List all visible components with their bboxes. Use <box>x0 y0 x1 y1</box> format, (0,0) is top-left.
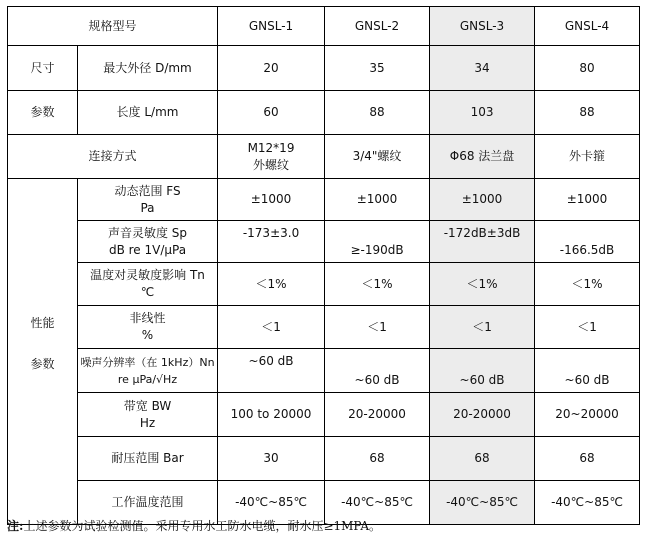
cell-value: ~60 dB <box>218 349 325 393</box>
header-label: 规格型号 <box>8 7 218 46</box>
cell-value: ±1000 <box>535 179 640 221</box>
cell-value: 103 <box>430 91 535 135</box>
cell-value: ±1000 <box>218 179 325 221</box>
cell-value: ±1000 <box>430 179 535 221</box>
model-gnsl-3: GNSL-3 <box>430 7 535 46</box>
group-label-performance <box>8 179 78 525</box>
cell-value: 68 <box>430 437 535 481</box>
cell-value: ~60 dB <box>535 349 640 393</box>
cell-value: -40℃~85℃ <box>218 481 325 525</box>
cell-value: 35 <box>325 46 430 91</box>
table-row <box>8 306 640 349</box>
table-row <box>8 135 640 179</box>
cell-value: 80 <box>535 46 640 91</box>
footnote <box>7 517 381 534</box>
cell-value: 20~20000 <box>535 393 640 437</box>
cell-value: -173±3.0 <box>218 221 325 263</box>
row-label-noise-resolution: 噪声分辨率（在 1kHz）Nn re μPa/√Hz <box>78 349 218 393</box>
cell-value: ＜1% <box>535 263 640 306</box>
cell-value: ＜1 <box>325 306 430 349</box>
cell-value: 68 <box>325 437 430 481</box>
row-label-temp-effect: 温度对灵敏度影响 Tn ℃ <box>78 263 218 306</box>
model-gnsl-1: GNSL-1 <box>218 7 325 46</box>
row-label-max-diameter: 最大外径 D/mm <box>78 46 218 91</box>
cell-value: ＜1 <box>430 306 535 349</box>
cell-value: ~60 dB <box>325 349 430 393</box>
cell-value: ＜1% <box>325 263 430 306</box>
cell-value: 60 <box>218 91 325 135</box>
header-row <box>8 7 640 46</box>
cell-value: 20-20000 <box>325 393 430 437</box>
cell-value: 34 <box>430 46 535 91</box>
cell-value: ＜1 <box>218 306 325 349</box>
table-row <box>8 263 640 306</box>
row-label-length: 长度 L/mm <box>78 91 218 135</box>
cell-value: M12*19 外螺纹 <box>218 135 325 179</box>
cell-value: -40℃~85℃ <box>430 481 535 525</box>
group-label-size: 尺寸 <box>8 46 78 91</box>
cell-value: ＜1 <box>535 306 640 349</box>
cell-value: 88 <box>535 91 640 135</box>
group-label-performance-1: 性能 <box>30 315 55 330</box>
cell-value: Φ68 法兰盘 <box>430 135 535 179</box>
model-gnsl-4: GNSL-4 <box>535 7 640 46</box>
table-row <box>8 393 640 437</box>
row-label-nonlinearity: 非线性 % <box>78 306 218 349</box>
group-label-performance-2: 参数 <box>30 356 55 371</box>
cell-value: -40℃~85℃ <box>325 481 430 525</box>
footnote-prefix: 注: <box>7 519 24 533</box>
table-row <box>8 91 640 135</box>
cell-value: -166.5dB <box>535 221 640 263</box>
cell-value: 20-20000 <box>430 393 535 437</box>
footnote-text: 上述参数为试验检测值。采用专用水工防水电缆，耐水压≥1MPA。 <box>23 519 382 533</box>
table-row <box>8 437 640 481</box>
cell-value: 3/4"螺纹 <box>325 135 430 179</box>
table-row <box>8 349 640 393</box>
row-label-dynamic-range: 动态范围 FS Pa <box>78 179 218 221</box>
group-label-params: 参数 <box>8 91 78 135</box>
cell-value: 100 to 20000 <box>218 393 325 437</box>
table-row <box>8 221 640 263</box>
cell-value: ≥-190dB <box>325 221 430 263</box>
spec-table <box>7 6 640 525</box>
row-label-sensitivity: 声音灵敏度 Sp dB re 1V/μPa <box>78 221 218 263</box>
cell-value: 30 <box>218 437 325 481</box>
row-label-bandwidth: 带宽 BW Hz <box>78 393 218 437</box>
table-row <box>8 179 640 221</box>
row-label-connection: 连接方式 <box>8 135 218 179</box>
cell-value: -172dB±3dB <box>430 221 535 263</box>
cell-value: 外卡箍 <box>535 135 640 179</box>
cell-value: ±1000 <box>325 179 430 221</box>
cell-value: ~60 dB <box>430 349 535 393</box>
cell-value: 88 <box>325 91 430 135</box>
table-row <box>8 46 640 91</box>
row-label-pressure-range: 耐压范围 Bar <box>78 437 218 481</box>
cell-value: ＜1% <box>218 263 325 306</box>
cell-value: ＜1% <box>430 263 535 306</box>
row-label-operating-temp: 工作温度范围 <box>78 481 218 525</box>
model-gnsl-2: GNSL-2 <box>325 7 430 46</box>
cell-value: -40℃~85℃ <box>535 481 640 525</box>
cell-value: 68 <box>535 437 640 481</box>
cell-value: 20 <box>218 46 325 91</box>
